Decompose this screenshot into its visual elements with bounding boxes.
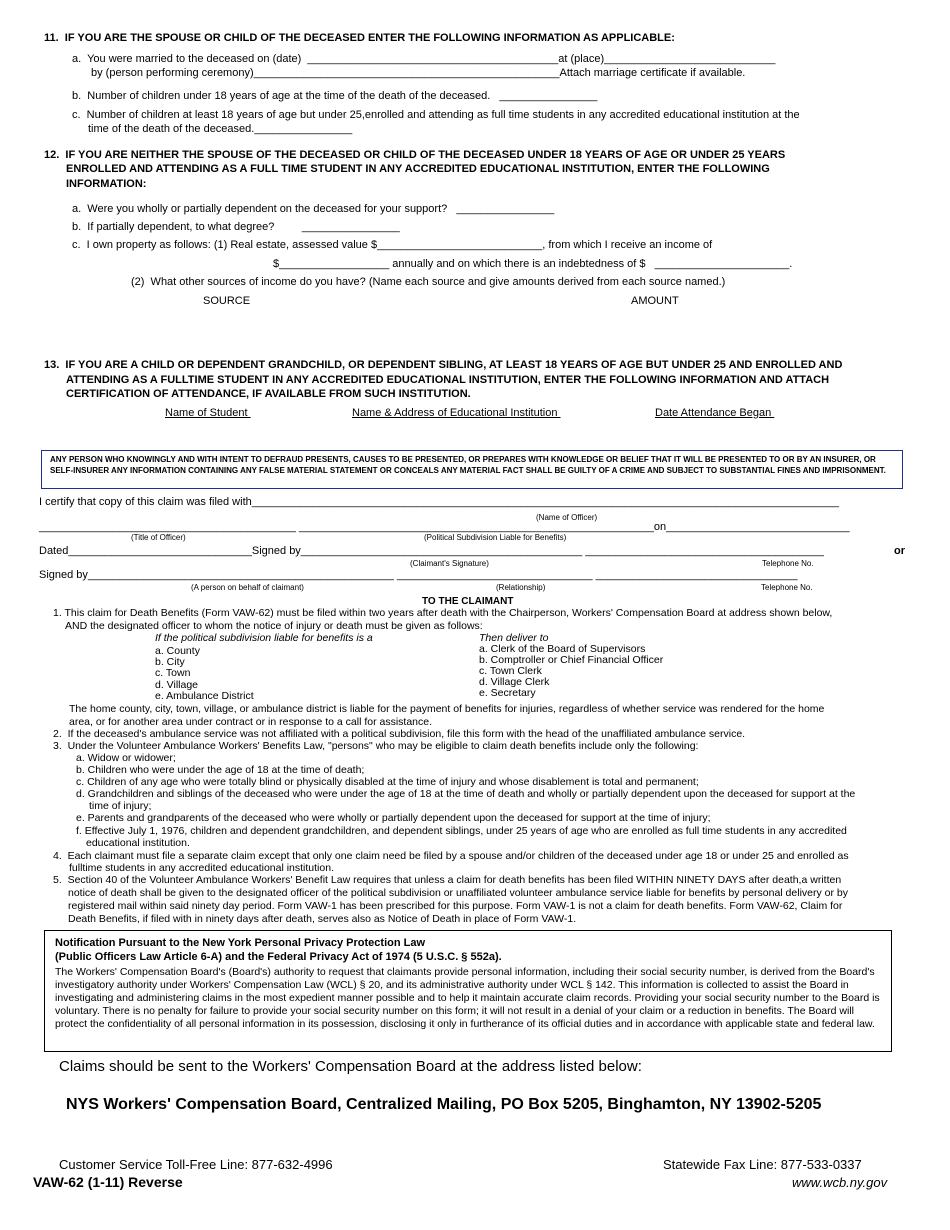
instruction-3f-line1: f. Effective July 1, 1976, children and dependent grandchildren, and dependent siblings, under 25 years of age who are enrolled as full time students in any accredited [76, 825, 847, 837]
q12-header-line3: INFORMATION: [66, 178, 147, 190]
deliver-to-item: a. Clerk of the Board of Supervisors [479, 643, 646, 655]
instruction-1d: area, or for another area under contract or in response to a call for assistance. [69, 716, 433, 728]
q12-property-line1: c. I own property as follows: (1) Real estate, assessed value $___________________________, from which I receive an income of [72, 239, 713, 251]
deliver-to-item: e. Secretary [479, 687, 536, 699]
customer-service-line: Customer Service Toll-Free Line: 877-632-4996 [59, 1157, 333, 1172]
subdivision-item: b. City [155, 656, 185, 668]
deliver-to-item: d. Village Clerk [479, 676, 550, 688]
privacy-title-line1: Notification Pursuant to the New York Personal Privacy Protection Law [55, 937, 426, 949]
privacy-body: The Workers' Compensation Board's (Board's) authority to request that claimants provide personal information, including their social security number, is derived from the Board's investigatory authority under Workers' Compensation Law (WCL) § 20, and its administrative authority under WCL § 142. This information is collected to assist the Board in investigating and administering claims in the most expedient manner possible and to help it maintain accurate claim records. Providing your social security number to the Board is voluntary. There is no penalty for failure to provide your social security number on this form; it will not result in a denial of your claim or a reduction in benefits. The Board will protect the confidentiality of all personal information in its possession, disclosing it only in furtherance of its official duties and in accordance with applicable state and federal law. [55, 966, 880, 1030]
q13-header-line3: CERTIFICATION OF ATTENDANCE, IF AVAILABLE FROM SUCH INSTITUTION. [66, 388, 471, 400]
instruction-3b: b. Children who were under the age of 18 at the time of death; [76, 764, 365, 776]
instruction-5-line1: 5. Section 40 of the Volunteer Ambulance Workers' Benefit Law requires that unless a claim for death benefits has been filed WITHIN NINETY DAYS after death,a written [53, 874, 842, 886]
officer-subdivision-line: __________________________________________ __________________________________________________________on______________________________ [39, 521, 850, 533]
q12-amount-label: AMOUNT [631, 295, 679, 307]
q13-col-date-attendance: Date Attendance Began [655, 407, 775, 419]
subdivision-column-head: If the political subdivision liable for benefits is a [155, 632, 373, 644]
subdivision-item: d. Village [155, 679, 199, 691]
political-subdivision-caption: (Political Subdivision Liable for Benefits) [424, 533, 567, 542]
claims-sent-text: Claims should be sent to the Workers' Compensation Board at the address listed below: [59, 1058, 642, 1075]
instruction-5-line4: Death Benefits, if filed with in ninety days after death, serves also as Notice of Death in place of Form VAW-1. [68, 913, 577, 925]
claimants-signature-caption: (Claimant's Signature) [410, 559, 489, 568]
fraud-warning-text: ANY PERSON WHO KNOWINGLY AND WITH INTENT TO DEFRAUD PRESENTS, CAUSES TO BE PRESENTED, OR PREPARES WITH KNOWLEDGE OR BELIEF THAT IT WILL BE PRESENTED TO OR BY AN INSURER, OR SELF-INSURER ANY INFORMATION CONTAINING ANY FALSE MATERIAL STATEMENT OR CONCEALS ANY MATERIAL FACT SHALL BE GUILTY OF A CRIME AND SUBJECT TO SUBSTANTIAL FINES AND IMPRISONMENT. [50, 455, 886, 475]
q12-dependent-line: a. Were you wholly or partially dependent on the deceased for your support? ________________ [72, 203, 555, 215]
fraud-warning-box [41, 450, 903, 489]
q13-col-educational-institution: Name & Address of Educational Institution [352, 407, 561, 419]
privacy-title-line2: (Public Officers Law Article 6-A) and the Federal Privacy Act of 1974 (5 U.S.C. § 552a). [55, 951, 502, 963]
q13-header-line1: 13. IF YOU ARE A CHILD OR DEPENDENT GRANDCHILD, OR DEPENDENT SIBLING, AT LEAST 18 YEARS OF AGE BUT UNDER 25 AND ENROLLED AND [44, 359, 843, 371]
instruction-1c: The home county, city, town, village, or ambulance district is liable for the payment of benefits for injuries, regardless of whether service was rendered for the home [69, 703, 825, 715]
instruction-2: 2. If the deceased's ambulance service was not affiliated with a political subdivision, file this form with the head of the unaffiliated ambulance service. [53, 728, 746, 740]
subdivision-item: c. Town [155, 667, 191, 679]
q12-property-line2: $__________________ annually and on which there is an indebtedness of $ ______________________. [273, 258, 793, 270]
instruction-1b: AND the designated officer to whom the notice of injury or death must be given as follows: [65, 620, 483, 632]
deliver-to-column-head: Then deliver to [479, 632, 549, 644]
instruction-3a: a. Widow or widower; [76, 752, 176, 764]
website-link[interactable]: www.wcb.ny.gov [792, 1175, 888, 1190]
telephone-caption-2: Telephone No. [761, 583, 813, 592]
instruction-3e: e. Parents and grandparents of the deceased who were wholly or partially dependent upon the deceased for support at the time of injury; [76, 812, 711, 824]
q13-col-name-of-student: Name of Student [165, 407, 251, 419]
q12-other-income-line: (2) What other sources of income do you have? (Name each source and give amounts derived from each source named.) [131, 276, 726, 288]
form-id: VAW-62 (1-11) Reverse [33, 1174, 183, 1190]
board-mailing-address: NYS Workers' Compensation Board, Centralized Mailing, PO Box 5205, Binghamton, NY 13902-5205 [66, 1096, 822, 1113]
instruction-3c: c. Children of any age who were totally blind or physically disabled at the time of injury and whose disablement is total and permanent; [76, 776, 699, 788]
fax-line: Statewide Fax Line: 877-533-0337 [663, 1157, 862, 1172]
q11-ceremony-line: by (person performing ceremony)__________________________________________________Attach marriage certificate if available. [91, 67, 746, 79]
q12-degree-line: b. If partially dependent, to what degree? ________________ [72, 221, 400, 233]
instruction-5-line3: registered mail within said ninety day period. Form VAW-1 has been prescribed for this purpose. Form VAW-1 is not a claim for death benefits. Form VAW-62, Claim for [68, 900, 843, 912]
q11-children-18-25-line2: time of the death of the deceased.________________ [88, 123, 353, 135]
q13-header-line2: ATTENDING AS A FULLTIME STUDENT IN ANY ACCREDITED EDUCATIONAL INSTITUTION, ENTER THE FOLLOWING INFORMATION AND ATTACH [66, 374, 830, 386]
privacy-notice-box [44, 930, 892, 1052]
telephone-caption-1: Telephone No. [762, 559, 814, 568]
signed-by-line: Signed by__________________________________________________ ________________________________ _________________________________ [39, 569, 798, 581]
instruction-3: 3. Under the Volunteer Ambulance Workers' Benefits Law, "persons" who may be eligible to claim death benefits include only the following: [53, 740, 699, 752]
q11-children-18-25-line1: c. Number of children at least 18 years of age but under 25,enrolled and attending as full time students in any accredited educational institution at the [72, 109, 800, 121]
deliver-to-item: c. Town Clerk [479, 665, 542, 677]
deliver-to-item: b. Comptroller or Chief Financial Officer [479, 654, 664, 666]
instruction-3d-line1: d. Grandchildren and siblings of the deceased who were under the age of 18 at the time of death and wholly or partially dependent upon the deceased for support at the [76, 788, 856, 800]
q12-header-line2: ENROLLED AND ATTENDING AS A FULL TIME STUDENT IN ANY ACCREDITED EDUCATIONAL INSTITUTION, ENTER THE FOLLOWING [66, 163, 770, 175]
q11-children-under-18: b. Number of children under 18 years of age at the time of the death of the deceased. ________________ [72, 90, 598, 102]
to-claimant-title: TO THE CLAIMANT [422, 596, 514, 607]
instruction-3f-line2: educational institution. [86, 837, 190, 849]
relationship-caption: (Relationship) [496, 583, 546, 592]
dated-signed-line: Dated______________________________Signed by______________________________________________ _______________________________________ [39, 545, 824, 557]
person-on-behalf-caption: (A person on behalf of claimant) [191, 583, 304, 592]
q12-source-label: SOURCE [203, 295, 251, 307]
subdivision-item: e. Ambulance District [155, 690, 254, 702]
title-of-officer-caption: (Title of Officer) [131, 533, 186, 542]
q11-header: 11. IF YOU ARE THE SPOUSE OR CHILD OF THE DECEASED ENTER THE FOLLOWING INFORMATION AS APPLICABLE: [44, 32, 675, 44]
instruction-3d-line2: time of injury; [89, 800, 152, 812]
q12-header-line1: 12. IF YOU ARE NEITHER THE SPOUSE OF THE DECEASED OR CHILD OF THE DECEASED UNDER 18 YEARS OF AGE OR UNDER 25 YEARS [44, 149, 786, 161]
or-label: or [894, 545, 905, 557]
instruction-5-line2: notice of death shall be given to the designated officer of the political subdivision or unaffiliated volunteer ambulance service liable for benefits by personal delivery or by [68, 887, 848, 899]
instruction-4-line2: fulltime students in any accredited educational institution. [69, 862, 334, 874]
certify-filed-with-line: I certify that copy of this claim was filed with________________________________________________________________________________________________ [39, 496, 840, 508]
instruction-4-line1: 4. Each claimant must file a separate claim except that only one claim need be filed by a spouse and/or children of the deceased under age 18 or under 25 and enrolled as [53, 850, 849, 862]
name-of-officer-caption: (Name of Officer) [536, 513, 598, 522]
instruction-1a: 1. This claim for Death Benefits (Form VAW-62) must be filed within two years after death with the Chairperson, Workers' Compensation Board at address shown below, [53, 607, 833, 619]
q11-marriage-date-line: a. You were married to the deceased on (date) _________________________________________at (place)____________________________ [72, 53, 776, 65]
subdivision-item: a. County [155, 645, 200, 657]
